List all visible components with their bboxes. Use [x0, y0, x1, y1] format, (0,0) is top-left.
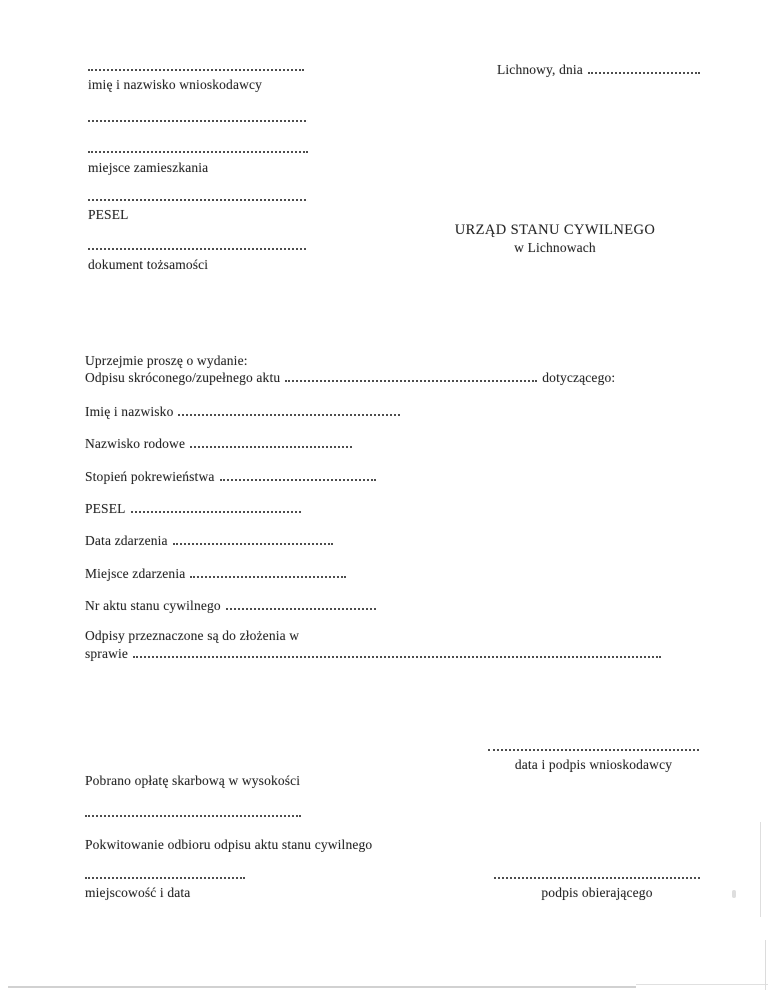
field-label: Imię i nazwisko [85, 404, 174, 419]
applicant-name-label: imię i nazwisko wnioskodawcy [88, 77, 263, 92]
field-row [85, 403, 400, 420]
field-fill-line [178, 403, 400, 416]
office-address [400, 222, 710, 256]
field-label: Nr aktu stanu cywilnego [85, 598, 221, 613]
fee-fill-line [85, 815, 301, 817]
purpose-detail-line [85, 645, 661, 662]
field-label: Miejsce zdarzenia [85, 566, 186, 581]
pesel-label: PESEL [88, 207, 129, 222]
scan-artifact [760, 822, 761, 917]
act-type-suffix: dotyczącego: [542, 370, 616, 385]
identity-doc-label: dokument tożsamości [88, 257, 209, 272]
office-name: URZĄD STANU CYWILNEGO [454, 222, 656, 238]
scan-artifact [765, 940, 766, 990]
applicant-signature-fill-line [488, 749, 699, 751]
date-fill-line [588, 61, 700, 74]
field-row [85, 435, 352, 452]
field-row [85, 565, 346, 582]
field-row [85, 532, 333, 549]
field-fill-line [131, 500, 301, 513]
request-intro: Uprzejmie proszę o wydanie: [85, 353, 248, 368]
field-row [85, 500, 301, 517]
act-type-line [85, 369, 615, 386]
pesel-fill-line [88, 199, 306, 201]
residence-label: miejsce zamieszkania [88, 160, 209, 175]
recipient-signature-label: podpis obierającego [541, 885, 653, 900]
field-fill-line [220, 468, 376, 481]
field-label: Nazwisko rodowe [85, 436, 186, 451]
purpose-fill-line [133, 645, 661, 658]
purpose-line: Odpisy przeznaczone są do złożenia w [85, 628, 300, 643]
scan-artifact [732, 890, 736, 898]
field-label: Data zdarzenia [85, 533, 168, 548]
fee-label: Pobrano opłatę skarbową w wysokości [85, 773, 301, 788]
recipient-signature-fill-line [494, 877, 700, 879]
identity-doc-fill-line [88, 248, 306, 250]
address-fill-line-1 [88, 120, 306, 122]
address-fill-line-2 [88, 151, 308, 153]
place-date-label: miejscowość i data [85, 885, 191, 900]
field-label: PESEL [85, 501, 126, 516]
applicant-name-fill-line [88, 69, 304, 71]
act-type-fill-line [285, 369, 537, 382]
field-row [85, 468, 376, 485]
office-location: w Lichnowach [514, 240, 596, 255]
field-row [85, 597, 376, 614]
purpose-prefix: sprawie [85, 646, 129, 661]
applicant-signature-label: data i podpis wnioskodawcy [514, 757, 673, 772]
field-fill-line [190, 435, 352, 448]
field-fill-line [226, 597, 376, 610]
field-fill-line [190, 565, 346, 578]
city-date-prefix: Lichnowy, dnia [497, 62, 583, 77]
scan-artifact [636, 984, 768, 985]
receipt-label: Pokwitowanie odbioru odpisu aktu stanu cywilnego [85, 837, 373, 852]
field-label: Stopień pokrewieństwa [85, 469, 215, 484]
act-type-prefix: Odpisu skróconego/zupełnego aktu [85, 370, 281, 385]
place-date-fill-line [85, 877, 245, 879]
city-date-line [497, 61, 700, 78]
scan-artifact [8, 986, 636, 988]
field-fill-line [173, 532, 333, 545]
